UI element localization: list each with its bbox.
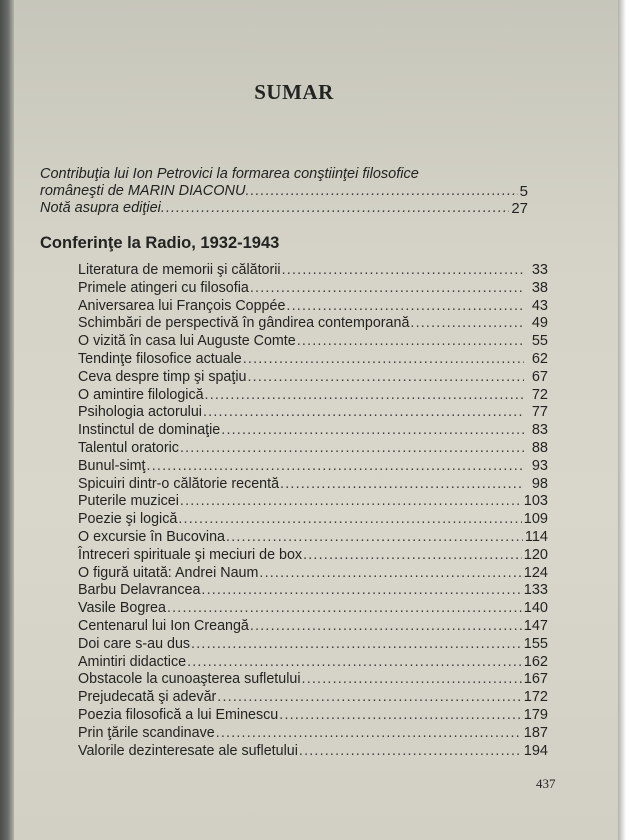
entry-title: Aniversarea lui François Coppée: [78, 297, 286, 314]
entry-page: 55: [531, 333, 548, 350]
toc-entry: [78, 262, 548, 280]
entry-page: 109: [523, 511, 548, 528]
entry-title: Bunul-simţ: [78, 457, 146, 474]
dot-leader: [280, 476, 524, 494]
dot-leader: [286, 298, 524, 316]
toc-entry: [78, 600, 548, 618]
toc-entry: [78, 333, 548, 351]
entry-title: Prejudecată şi adevăr: [78, 689, 217, 706]
entry-title: Prin ţările scandinave: [78, 724, 215, 741]
entry-page: 187: [523, 724, 548, 741]
entry-page: 162: [523, 653, 548, 670]
dot-leader: [217, 689, 522, 707]
entry-title: Tendinţe filosofice actuale: [78, 350, 242, 367]
dot-leader: [180, 440, 524, 458]
entry-page: 155: [523, 635, 548, 652]
dot-leader: [221, 422, 524, 440]
toc-entry: [78, 387, 548, 405]
intro-text: Notă asupra ediţiei: [40, 200, 161, 216]
dot-leader: [247, 369, 524, 387]
dot-leader: [226, 529, 523, 547]
dot-leader: [161, 200, 509, 217]
entry-title: Spicuiri dintr-o călătorie recentă: [78, 475, 280, 492]
dot-leader: [201, 582, 521, 600]
intro-line: [40, 200, 528, 217]
dot-leader: [205, 387, 524, 405]
toc-entry: [78, 404, 548, 422]
entry-page: 33: [531, 262, 548, 278]
entry-page: 72: [531, 386, 548, 403]
toc-entry: [78, 511, 548, 529]
dot-leader: [259, 565, 521, 583]
dot-leader: [147, 458, 524, 476]
dot-leader: [245, 183, 517, 200]
intro-text: Contribuţia lui Ion Petrovici la formarea conştiinţei filosofice: [40, 166, 419, 182]
entry-title: Psihologia actorului: [78, 404, 202, 421]
toc-list: [78, 262, 548, 760]
dot-leader: [279, 707, 522, 725]
intro-text: româneşti de MARIN DIACONU: [40, 183, 246, 199]
entry-title: Întreceri spirituale şi meciuri de box: [78, 546, 303, 563]
toc-entry: [78, 582, 548, 600]
entry-title: O figură uitată: Andrei Naum: [78, 564, 259, 581]
dot-leader: [302, 671, 522, 689]
dot-leader: [180, 493, 522, 511]
toc-entry: [78, 351, 548, 369]
entry-title: Poezia filosofică a lui Eminescu: [78, 706, 279, 723]
dot-leader: [216, 725, 522, 743]
entry-title: Primele atingeri cu filosofia: [78, 279, 249, 296]
entry-page: 133: [523, 582, 548, 599]
toc-entry: [78, 547, 548, 565]
entry-page: 83: [531, 422, 548, 439]
entry-page: 172: [523, 689, 548, 706]
toc-entry: [78, 493, 548, 511]
dot-leader: [187, 654, 522, 672]
entry-page: 49: [531, 315, 548, 332]
entry-page: 62: [531, 350, 548, 367]
entry-page: 140: [523, 600, 548, 617]
entry-page: 179: [523, 706, 548, 723]
toc-entry: [78, 529, 548, 547]
toc-entry: [78, 725, 548, 743]
toc-entry: [78, 280, 548, 298]
intro-page: 27: [511, 200, 528, 217]
entry-title: Poezie şi logică: [78, 511, 178, 528]
entry-page: 103: [523, 493, 548, 510]
entry-page: 120: [523, 546, 548, 563]
intro-line: [40, 166, 528, 183]
section-title: Conferinţe la Radio, 1932-1943: [40, 234, 280, 252]
dot-leader: [167, 600, 522, 618]
dot-leader: [191, 636, 522, 654]
toc-entry: [78, 743, 548, 761]
entry-page: 67: [531, 368, 548, 385]
intro-list: [40, 166, 528, 217]
entry-page: 88: [531, 439, 548, 456]
entry-page: 147: [523, 617, 548, 634]
toc-entry: [78, 636, 548, 654]
entry-page: 167: [523, 671, 548, 688]
toc-entry: [78, 476, 548, 494]
toc-entry: [78, 369, 548, 387]
dot-leader: [250, 280, 524, 298]
entry-page: 124: [523, 564, 548, 581]
entry-title: O amintire filologică: [78, 386, 204, 403]
toc-entry: [78, 618, 548, 636]
entry-title: Talentul oratoric: [78, 439, 179, 456]
entry-title: Vasile Bogrea: [78, 600, 166, 617]
toc-entry: [78, 298, 548, 316]
intro-line: [40, 183, 528, 200]
entry-title: O vizită în casa lui Auguste Comte: [78, 333, 296, 350]
entry-page: 38: [531, 279, 548, 296]
entry-title: Instinctul de dominaţie: [78, 422, 221, 439]
entry-title: Ceva despre timp şi spaţiu: [78, 368, 247, 385]
entry-title: Literatura de memorii şi călătorii: [78, 262, 281, 278]
entry-title: Amintiri didactice: [78, 653, 187, 670]
toc-entry: [78, 707, 548, 725]
entry-page: 114: [524, 528, 548, 545]
entry-title: Centenarul lui Ion Creangă: [78, 617, 249, 634]
dot-leader: [282, 262, 524, 280]
toc-entry: [78, 671, 548, 689]
dot-leader: [178, 511, 521, 529]
entry-page: 93: [531, 457, 548, 474]
toc-entry: [78, 458, 548, 476]
dot-leader: [303, 547, 522, 565]
toc-entry: [78, 654, 548, 672]
entry-page: 194: [523, 742, 548, 759]
dot-leader: [410, 315, 524, 333]
dot-leader: [243, 351, 524, 369]
entry-title: Obstacole la cunoaşterea sufletului: [78, 671, 301, 688]
page-number: 437: [536, 776, 556, 791]
book-page: [14, 0, 618, 840]
entry-page: 77: [531, 404, 548, 421]
entry-title: Valorile dezinteresate ale sufletului: [78, 742, 298, 759]
entry-title: Schimbări de perspectivă în gândirea contemporană: [78, 315, 410, 332]
entry-page: 43: [531, 297, 548, 314]
dot-leader: [203, 404, 524, 422]
toc-entry: [78, 565, 548, 583]
entry-title: Doi care s-au dus: [78, 635, 191, 652]
toc-entry: [78, 689, 548, 707]
entry-page: 98: [531, 475, 548, 492]
dot-leader: [250, 618, 522, 636]
dot-leader: [299, 743, 522, 761]
toc-entry: [78, 440, 548, 458]
page-title: SUMAR: [254, 80, 334, 104]
entry-title: Barbu Delavrancea: [78, 582, 201, 599]
entry-title: Puterile muzicei: [78, 493, 179, 510]
dot-leader: [297, 333, 524, 351]
toc-entry: [78, 315, 548, 333]
entry-title: O excursie în Bucovina: [78, 528, 226, 545]
toc-entry: [78, 422, 548, 440]
intro-page: 5: [519, 183, 528, 200]
